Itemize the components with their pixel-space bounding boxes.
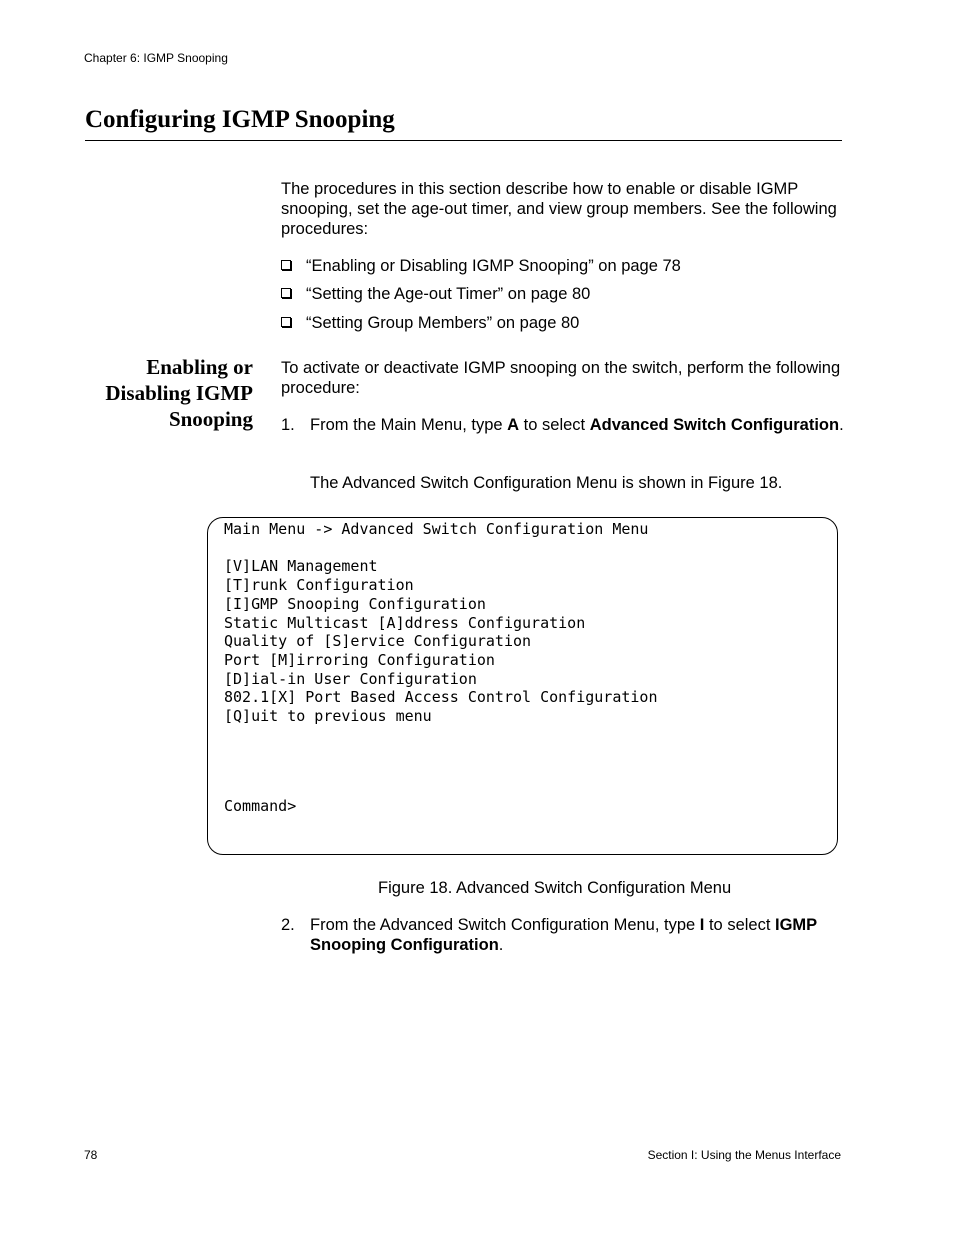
- step-text-part: .: [839, 416, 844, 434]
- menu-option-port-mirroring: Port [M]irroring Configuration: [224, 650, 495, 669]
- procedure-link[interactable]: “Setting Group Members” on page 80: [306, 314, 580, 332]
- step-number: 1.: [281, 416, 295, 434]
- checkbox-bullet-icon: [281, 288, 291, 298]
- checkbox-bullet-icon: [281, 260, 291, 270]
- menu-target: IGMP Snooping Configuration: [310, 916, 817, 954]
- step-text-part: .: [498, 936, 504, 954]
- chapter-header: Chapter 6: IGMP Snooping: [84, 51, 228, 65]
- terminal-line: [224, 539, 657, 558]
- step-text-part: From the Advanced Switch Configuration Menu, type: [310, 916, 700, 934]
- menu-option-quit: [Q]uit to previous menu: [224, 707, 432, 726]
- step-text-part: From the Main Menu, type: [310, 416, 508, 434]
- subsection-title-line: Disabling IGMP: [105, 381, 253, 405]
- step-2-text: [310, 915, 845, 955]
- step-text-part: to select: [704, 916, 776, 934]
- key-letter: I: [699, 916, 705, 934]
- procedure-item[interactable]: [281, 313, 579, 333]
- menu-option-static-multicast: Static Multicast [A]ddress Configuration: [224, 613, 586, 632]
- step-text-part: to select: [519, 416, 590, 434]
- subsection-title-line: Snooping: [168, 407, 253, 431]
- menu-target: Advanced Switch Configuration: [589, 416, 840, 434]
- subsection-title-line: Enabling or: [146, 355, 253, 379]
- menu-option-8021x: 802.1[X] Port Based Access Control Configuration: [224, 688, 658, 707]
- menu-option-vlan: [V]LAN Management: [224, 557, 378, 576]
- procedure-link[interactable]: “Enabling or Disabling IGMP Snooping” on page 78: [306, 257, 681, 275]
- footer-section: Section I: Using the Menus Interface: [647, 1148, 841, 1162]
- menu-option-dial-in: [D]ial-in User Configuration: [224, 669, 477, 688]
- checkbox-bullet-icon: [281, 317, 291, 327]
- section-intro: The procedures in this section describe how to enable or disable IGMP snooping, set the age-out timer, and view group members. See the following procedures:: [281, 180, 837, 238]
- menu-option-qos: Quality of [S]ervice Configuration: [224, 632, 532, 651]
- subsection-intro: To activate or deactivate IGMP snooping on the switch, perform the following procedure:: [281, 359, 841, 397]
- section-title: Configuring IGMP Snooping: [85, 106, 395, 133]
- menu-option-trunk: [T]runk Configuration: [224, 576, 414, 595]
- title-rule: [85, 140, 842, 141]
- procedure-item[interactable]: [281, 284, 590, 304]
- key-letter: A: [507, 416, 520, 434]
- step-1-text: [310, 415, 845, 435]
- command-prompt: Command>: [224, 797, 297, 815]
- step-number: 2.: [281, 916, 295, 934]
- subsection-title: [60, 354, 253, 432]
- procedure-item[interactable]: [281, 256, 681, 276]
- menu-option-igmp: [I]GMP Snooping Configuration: [224, 594, 486, 613]
- procedure-link[interactable]: “Setting the Age-out Timer” on page 80: [306, 285, 591, 303]
- step-1-note: The Advanced Switch Configuration Menu is shown in Figure 18.: [310, 474, 783, 492]
- terminal-line: Main Menu -> Advanced Switch Configuration Menu: [224, 520, 649, 538]
- terminal-menu: [224, 520, 657, 726]
- page-number: 78: [84, 1148, 98, 1162]
- figure-caption: Figure 18. Advanced Switch Configuration Menu: [378, 879, 732, 897]
